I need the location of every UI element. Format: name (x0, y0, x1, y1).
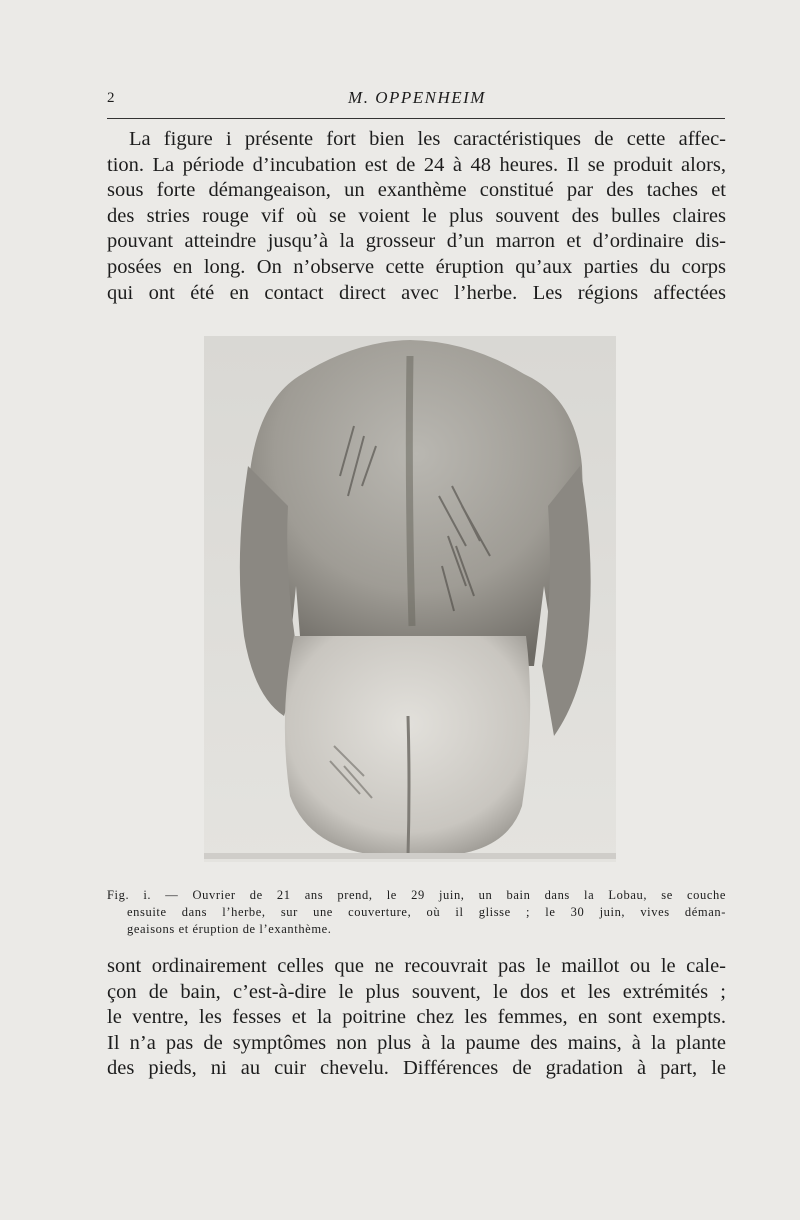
paragraph-1 (107, 127, 726, 306)
text-line: sont ordinairement celles que ne recouvrait pas le maillot ou le cale- (107, 955, 726, 977)
text-line: qui ont été en contact direct avec l’herbe. Les régions affectées (107, 281, 726, 304)
caption-line: Fig. i. — Ouvrier de 21 ans prend, le 29 juin, un bain dans la Lobau, se couche (107, 888, 726, 902)
caption-line: geaisons et éruption de l’exanthème. (127, 922, 332, 936)
text-line: çon de bain, c’est-à-dire le plus souvent, le dos et les extrémités ; (107, 980, 726, 1003)
text-line: posées en long. On n’observe cette éruption qu’aux parties du corps (107, 255, 726, 278)
text-line: des pieds, ni au cuir chevelu. Différences de gradation à part, le (107, 1057, 726, 1080)
caption-line: ensuite dans l’herbe, sur une couverture, où il glisse ; le 30 juin, vives déman- (127, 905, 726, 919)
text-line: des stries rouge vif où se voient le plus souvent des bulles claires (107, 204, 726, 227)
page-number: 2 (107, 90, 115, 106)
figure-caption (107, 887, 726, 938)
figure-photograph (204, 336, 616, 862)
text-line: La figure i présente fort bien les caractéristiques de cette affec- (129, 128, 726, 150)
text-line: Il n’a pas de symptômes non plus à la paume des mains, à la plante (107, 1031, 726, 1054)
text-line: tion. La période d’incubation est de 24 à 48 heures. Il se produit alors, (107, 153, 726, 176)
spine-line (409, 356, 412, 626)
paragraph-2 (107, 954, 726, 1082)
text-line: pouvant atteindre jusqu’à la grosseur d’un marron et d’ordinaire dis- (107, 230, 726, 253)
cleft-line (408, 716, 409, 856)
text-line: le ventre, les fesses et la poitrine chez les femmes, en sont exempts. (107, 1006, 726, 1029)
text-line: sous forte démangeaison, un exanthème constitué par des taches et (107, 179, 726, 202)
running-head (107, 86, 727, 116)
header-rule (107, 118, 725, 119)
running-title: M. OPPENHEIM (348, 88, 486, 107)
back-photo-illustration (204, 336, 616, 862)
